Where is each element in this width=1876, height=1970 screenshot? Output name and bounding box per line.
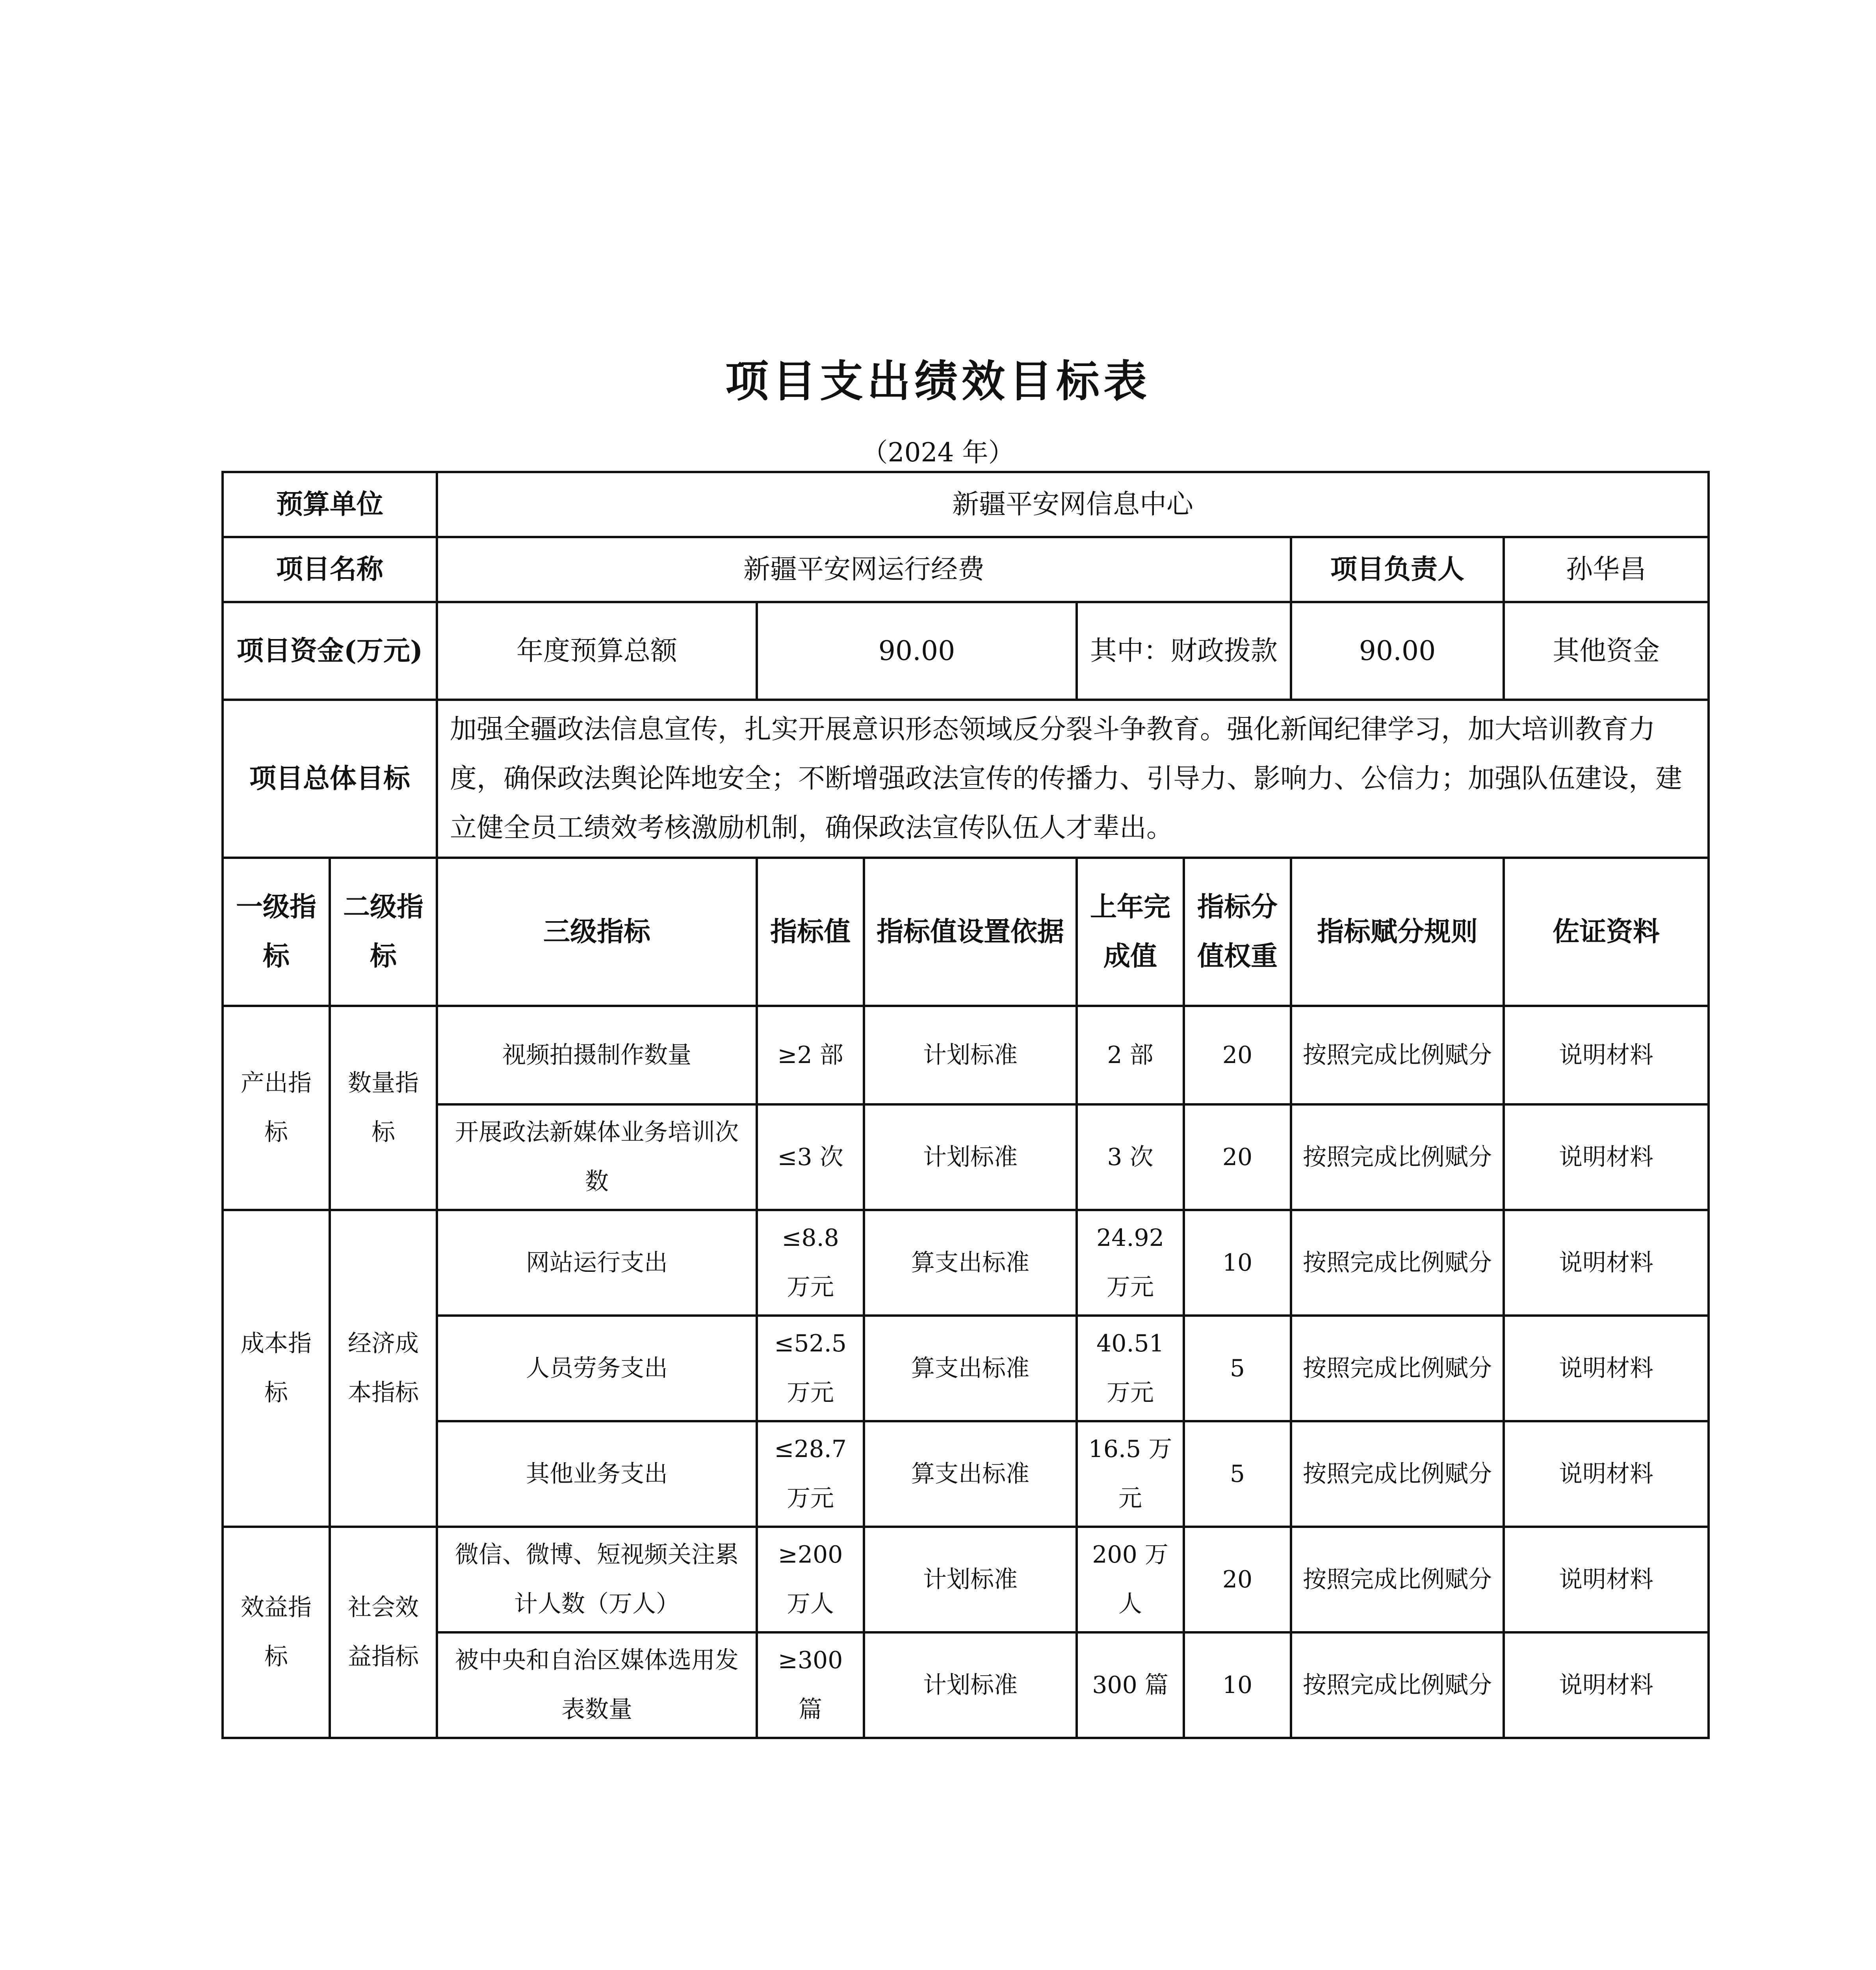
year-label: （2024 年） (862, 437, 1014, 468)
indicator-rule: 按照完成比例赋分 (1291, 1527, 1504, 1632)
level2-economic-cost: 经济成本指标 (330, 1210, 437, 1527)
indicator-last-year: 16.5 万元 (1077, 1421, 1184, 1527)
project-name-label: 项目名称 (223, 537, 437, 602)
indicator-weight: 10 (1184, 1210, 1291, 1316)
indicator-basis: 计划标准 (864, 1006, 1077, 1104)
indicator-name: 被中央和自治区媒体选用发表数量 (437, 1632, 757, 1738)
indicator-name: 人员劳务支出 (437, 1316, 757, 1421)
indicator-last-year: 200 万人 (1077, 1527, 1184, 1632)
table-row (223, 1210, 1709, 1316)
indicator-evidence: 说明材料 (1504, 1006, 1709, 1104)
indicator-name: 开展政法新媒体业务培训次数 (437, 1104, 757, 1210)
indicator-basis: 计划标准 (864, 1104, 1077, 1210)
other-funds-label: 其他资金 (1504, 602, 1709, 700)
project-leader-label: 项目负责人 (1291, 537, 1504, 602)
indicator-weight: 10 (1184, 1632, 1291, 1738)
indicator-evidence: 说明材料 (1504, 1527, 1709, 1632)
indicator-weight: 5 (1184, 1421, 1291, 1527)
page-title: 项目支出绩效目标表 (725, 356, 1151, 407)
level2-social-benefit: 社会效益指标 (330, 1527, 437, 1738)
indicator-weight: 5 (1184, 1316, 1291, 1421)
level1-cost: 成本指标 (223, 1210, 330, 1527)
indicator-rule: 按照完成比例赋分 (1291, 1210, 1504, 1316)
level1-output: 产出指标 (223, 1006, 330, 1210)
indicator-rule: 按照完成比例赋分 (1291, 1632, 1504, 1738)
fiscal-label: 其中：财政拨款 (1077, 602, 1291, 700)
funds-label: 项目资金(万元) (223, 602, 437, 700)
indicator-value: ≥2 部 (757, 1006, 864, 1104)
indicator-value: ≤52.5 万元 (757, 1316, 864, 1421)
fiscal-value: 90.00 (1291, 602, 1504, 700)
header-evidence: 佐证资料 (1504, 858, 1709, 1006)
project-name-value: 新疆平安网运行经费 (437, 537, 1291, 602)
indicator-last-year: 3 次 (1077, 1104, 1184, 1210)
table-row (223, 1421, 1709, 1527)
header-level1: 一级指标 (223, 858, 330, 1006)
table-row (223, 1006, 1709, 1104)
annual-total-value: 90.00 (757, 602, 1077, 700)
overall-goal-text: 加强全疆政法信息宣传，扎实开展意识形态领域反分裂斗争教育。强化新闻纪律学习，加大培训教育力度，确保政法舆论阵地安全；不断增强政法宣传的传播力、引导力、影响力、公信力；加强队伍建设，建立健全员工绩效考核激励机制，确保政法宣传队伍人才辈出。 (437, 700, 1709, 858)
indicator-value: ≤8.8 万元 (757, 1210, 864, 1316)
indicator-last-year: 300 篇 (1077, 1632, 1184, 1738)
budget-unit-label: 预算单位 (223, 472, 437, 537)
annual-total-label: 年度预算总额 (437, 602, 757, 700)
header-rule: 指标赋分规则 (1291, 858, 1504, 1006)
header-weight: 指标分值权重 (1184, 858, 1291, 1006)
indicator-evidence: 说明材料 (1504, 1316, 1709, 1421)
table-row (223, 1104, 1709, 1210)
budget-unit-value: 新疆平安网信息中心 (437, 472, 1709, 537)
header-basis: 指标值设置依据 (864, 858, 1077, 1006)
indicator-basis: 算支出标准 (864, 1421, 1077, 1527)
overall-goal-label: 项目总体目标 (223, 700, 437, 858)
indicator-rule: 按照完成比例赋分 (1291, 1104, 1504, 1210)
header-last-year: 上年完成值 (1077, 858, 1184, 1006)
indicator-rule: 按照完成比例赋分 (1291, 1006, 1504, 1104)
indicator-basis: 算支出标准 (864, 1210, 1077, 1316)
indicator-value: ≥300 篇 (757, 1632, 864, 1738)
indicator-weight: 20 (1184, 1006, 1291, 1104)
table-row (223, 1527, 1709, 1632)
header-level2: 二级指标 (330, 858, 437, 1006)
indicator-value: ≥200 万人 (757, 1527, 864, 1632)
project-leader-value: 孙华昌 (1504, 537, 1709, 602)
indicator-value: ≤28.7 万元 (757, 1421, 864, 1527)
header-level3: 三级指标 (437, 858, 757, 1006)
table-row (223, 1316, 1709, 1421)
level1-benefit: 效益指标 (223, 1527, 330, 1738)
table-row (223, 1632, 1709, 1738)
indicator-rule: 按照完成比例赋分 (1291, 1316, 1504, 1421)
indicator-basis: 计划标准 (864, 1527, 1077, 1632)
indicator-name: 网站运行支出 (437, 1210, 757, 1316)
indicator-basis: 计划标准 (864, 1632, 1077, 1738)
indicator-weight: 20 (1184, 1527, 1291, 1632)
indicator-name: 视频拍摄制作数量 (437, 1006, 757, 1104)
indicator-basis: 算支出标准 (864, 1316, 1077, 1421)
indicator-name: 其他业务支出 (437, 1421, 757, 1527)
indicator-last-year: 40.51 万元 (1077, 1316, 1184, 1421)
header-value: 指标值 (757, 858, 864, 1006)
indicator-weight: 20 (1184, 1104, 1291, 1210)
indicator-evidence: 说明材料 (1504, 1210, 1709, 1316)
indicator-value: ≤3 次 (757, 1104, 864, 1210)
indicator-rule: 按照完成比例赋分 (1291, 1421, 1504, 1527)
indicator-evidence: 说明材料 (1504, 1421, 1709, 1527)
level2-quantity: 数量指标 (330, 1006, 437, 1210)
indicator-evidence: 说明材料 (1504, 1632, 1709, 1738)
performance-target-table (221, 471, 1710, 1739)
indicator-last-year: 24.92 万元 (1077, 1210, 1184, 1316)
indicator-last-year: 2 部 (1077, 1006, 1184, 1104)
indicator-name: 微信、微博、短视频关注累计人数（万人） (437, 1527, 757, 1632)
indicator-evidence: 说明材料 (1504, 1104, 1709, 1210)
